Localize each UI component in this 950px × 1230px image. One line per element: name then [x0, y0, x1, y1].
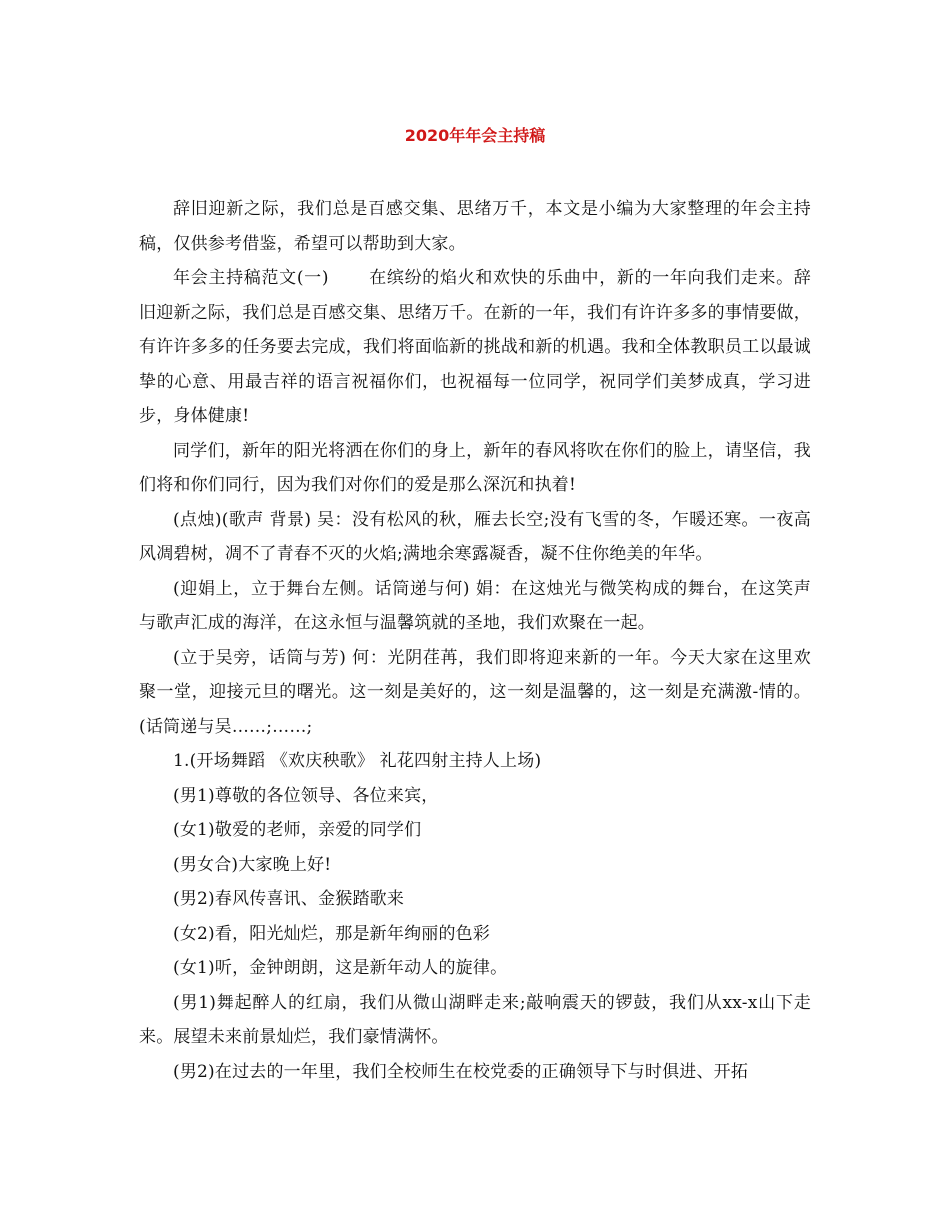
document-title: 2020年年会主持稿: [404, 126, 546, 145]
line-together: (男女合)大家晚上好!: [173, 854, 332, 875]
document-body: [139, 192, 811, 1089]
line-male2-spring: (男2)春风传喜讯、金猴踏歌来: [173, 889, 405, 909]
line-male1-fan: (男1)舞起醉人的红扇，我们从微山湖畔走来;敲响震天的锣鼓，我们从xx-x山下走来。展望未来前景灿烂，我们豪情满怀。: [139, 992, 811, 1047]
line-female1-greeting: (女1)敬爱的老师，亲爱的同学们: [173, 820, 422, 840]
intro-paragraph: 辞旧迎新之际，我们总是百感交集、思绪万千，本文是小编为大家整理的年会主持稿，仅供参考借鉴，希望可以帮助到大家。: [139, 199, 811, 254]
paragraph-students: 同学们，新年的阳光将洒在你们的身上，新年的春风将吹在你们的脸上，请坚信，我们将和你们同行，因为我们对你们的爱是那么深沉和执着!: [139, 440, 811, 495]
sample-heading-paragraph: [139, 261, 811, 434]
line-male2-past-year: (男2)在过去的一年里，我们全校师生在校党委的正确领导下与时俱进、开拓: [173, 1061, 749, 1082]
paragraph-juan: (迎娟上，立于舞台左侧。话筒递与何) 娟：在这烛光与微笑构成的舞台，在这笑声与歌声汇成的海洋，在这永恒与温馨筑就的圣地，我们欢聚在一起。: [139, 578, 811, 633]
line-female2-sunshine: (女2)看，阳光灿烂，那是新年绚丽的色彩: [173, 923, 491, 944]
line-male1-greeting: (男1)尊敬的各位领导、各位来宾，: [173, 785, 439, 806]
sample-heading: 年会主持稿范文(一): [173, 268, 329, 288]
paragraph-he: (立于吴旁，话筒与芳) 何：光阴荏苒，我们即将迎来新的一年。今天大家在这里欢聚一堂，迎接元旦的曙光。这一刻是美好的，这一刻是温馨的，这一刻是充满激-情的。(话筒递与吴……;……;: [139, 647, 811, 737]
opening-text: 在缤纷的焰火和欢快的乐曲中，新的一年向我们走来。辞旧迎新之际，我们总是百感交集、思绪万千。在新的一年，我们有许许多多的事情要做，有许许多多的任务要去完成，我们将面临新的挑战和新的机遇。我和全体教职员工以最诚挚的心意、用最吉祥的语言祝福你们，也祝福每一位同学，祝同学们美梦成真，学习进步，身体健康!: [139, 268, 812, 426]
line-female1-bell: (女1)听，金钟朗朗，这是新年动人的旋律。: [173, 958, 508, 978]
paragraph-opening-dance: 1.(开场舞蹈 《欢庆秧歌》 礼花四射主持人上场): [173, 751, 542, 771]
paragraph-candle: (点烛)(歌声 背景) 吴：没有松风的秋，雁去长空;没有飞雪的冬，乍暖还寒。一夜高风凋碧树，凋不了青春不灭的火焰;满地余寒露凝香，凝不住你绝美的年华。: [139, 509, 811, 564]
